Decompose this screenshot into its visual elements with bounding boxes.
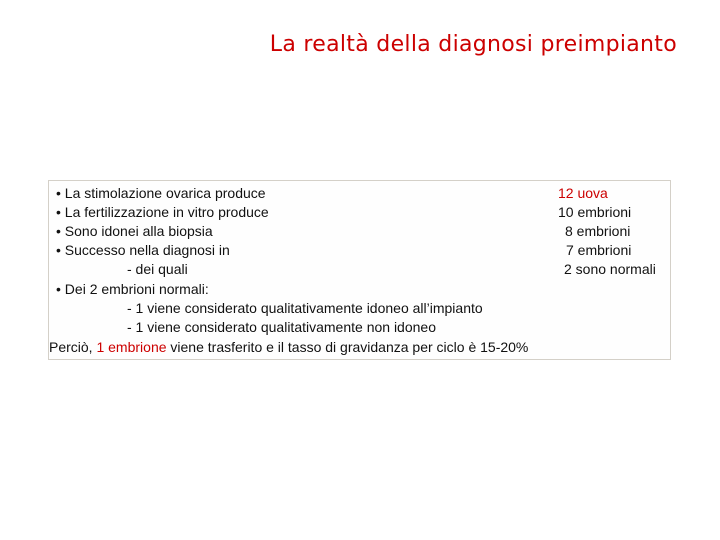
sub-heading: • Dei 2 embrioni normali:	[56, 281, 209, 297]
item-label-4: • Successo nella diagnosi in	[56, 242, 230, 258]
sub-item-2: - 1 viene considerato qualitativamente non idoneo	[127, 319, 436, 335]
item-value-1: 12 uova	[558, 185, 608, 201]
item-value-2: 10 embrioni	[558, 204, 632, 220]
item-value-5: 2 sono normali	[564, 261, 656, 277]
item-value-3: 8 embrioni	[565, 223, 631, 239]
conclusion-suffix: viene trasferito e il tasso di gravidanza per ciclo è 15-20%	[170, 339, 529, 355]
conclusion-prefix: Perciò,	[49, 339, 93, 355]
item-value-4: 7 embrioni	[566, 242, 632, 258]
conclusion-highlight: 1 embrione	[96, 339, 167, 355]
item-label-2: • La fertilizzazione in vitro produce	[56, 204, 269, 220]
slide-title: La realtà della diagnosi preimpianto	[269, 32, 677, 57]
item-label-1: • La stimolazione ovarica produce	[56, 185, 266, 201]
item-label-5: - dei quali	[127, 261, 188, 277]
sub-item-1: - 1 viene considerato qualitativamente idoneo all’impianto	[127, 300, 483, 316]
item-label-3: • Sono idonei alla biopsia	[56, 223, 213, 239]
conclusion	[49, 339, 528, 356]
